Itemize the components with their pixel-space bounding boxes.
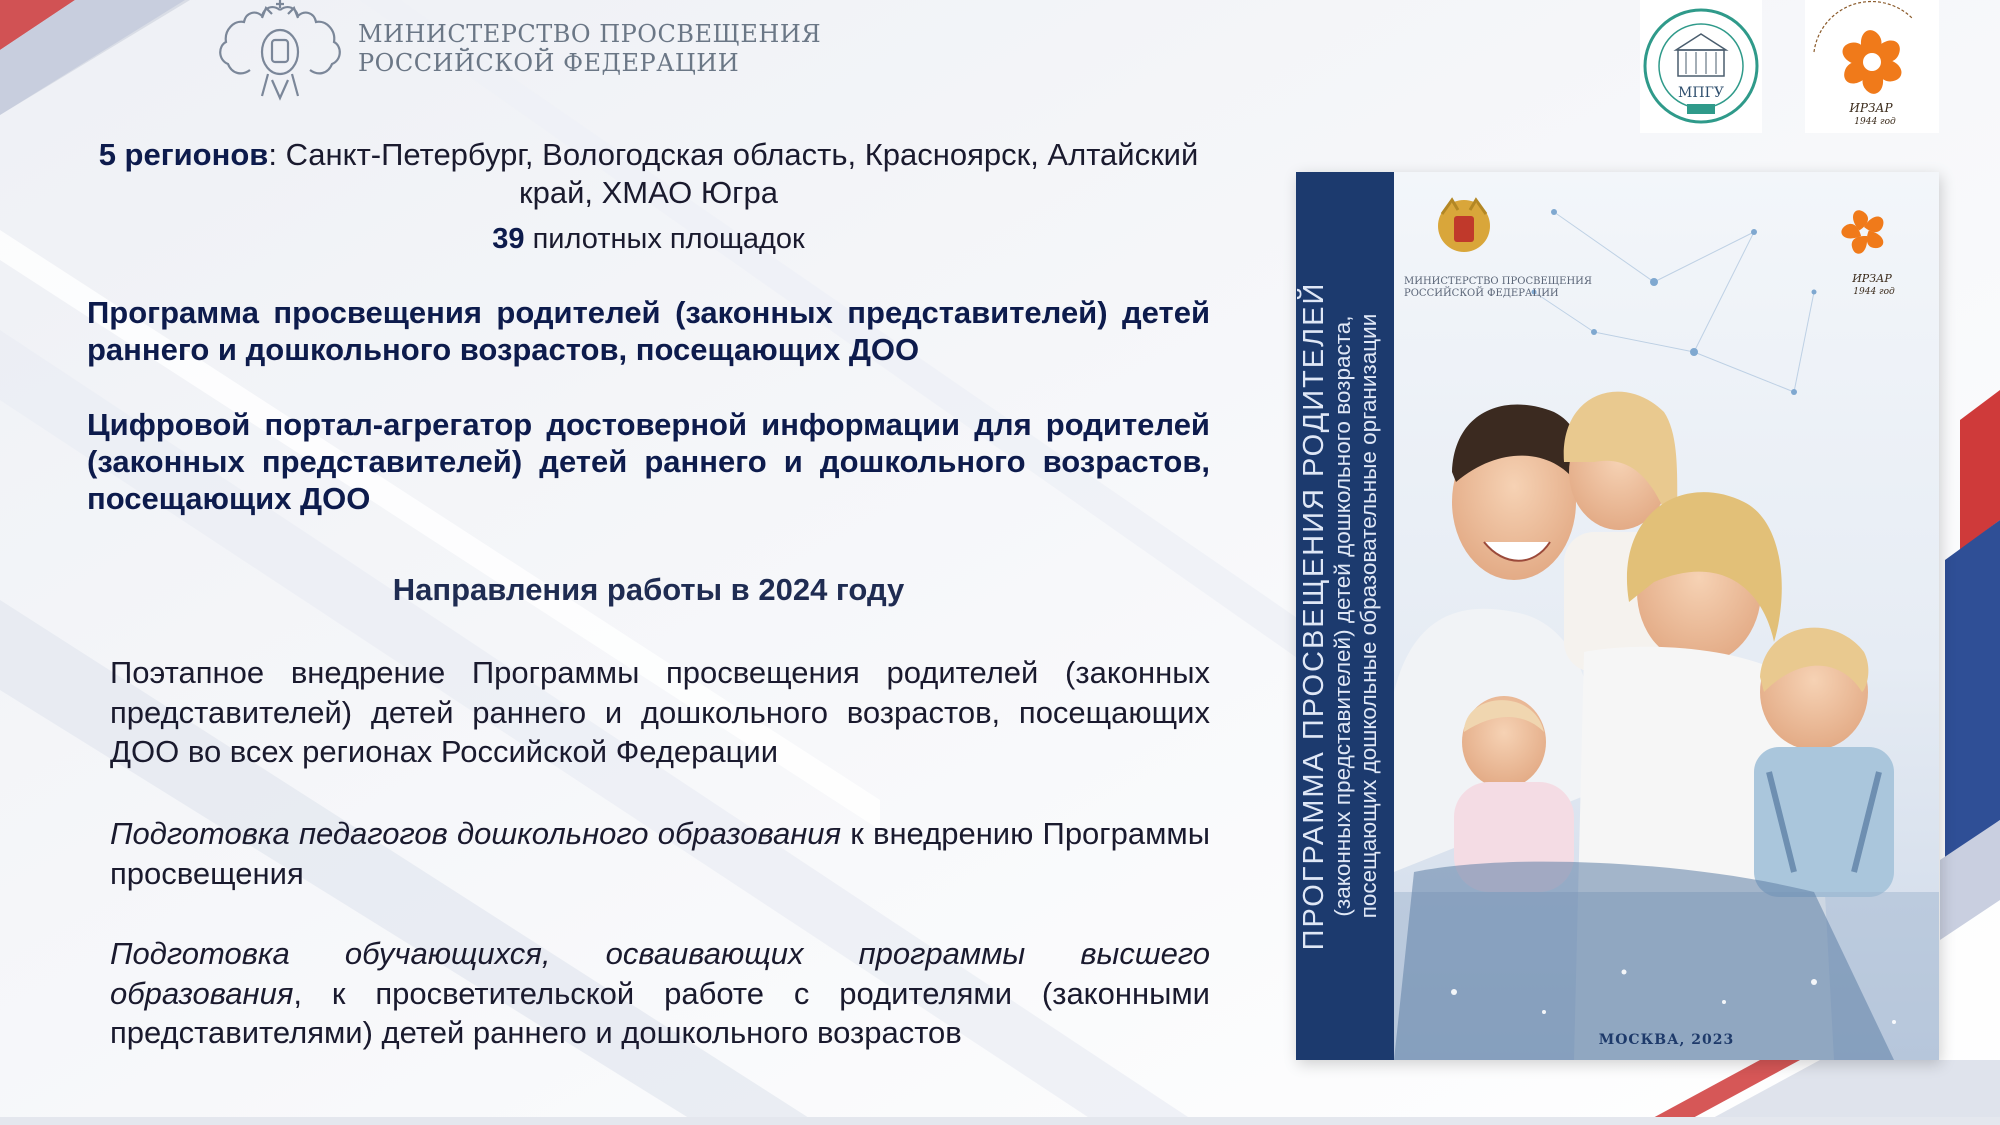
regions-list: : Санкт-Петербург, Вологодская область, Красноярск, Алтайский край, ХМАО Югра: [268, 137, 1199, 210]
mpgu-seal-icon: [1640, 0, 1762, 133]
spine-subtitle-line-2: посещающих дошкольные образовательные организации: [1356, 313, 1381, 919]
direction-item-2-italic: Подготовка педагогов дошкольного образования: [110, 816, 842, 851]
irzar-label: ИРЗАР: [1849, 101, 1893, 115]
ministry-line-1: МИНИСТЕРСТВО ПРОСВЕЩЕНИЯ: [358, 20, 822, 48]
ministry-line-2: РОССИЙСКОЙ ФЕДЕРАЦИИ: [358, 49, 740, 77]
cover-ministry-line-2: РОССИЙСКОЙ ФЕДЕРАЦИИ: [1404, 288, 1559, 299]
irzar-flower-icon: [1805, 0, 1939, 133]
mpgu-label: МПГУ: [1678, 85, 1724, 101]
cover-ministry-line-1: МИНИСТЕРСТВО ПРОСВЕЩЕНИЯ: [1404, 276, 1592, 287]
irzar-year: 1944 год: [1854, 117, 1896, 127]
direction-item-1: Поэтапное внедрение Программы просвещения родителей (законных представителей) детей раннего и дошкольного возрастов, посещающих ДОО во всех регионах Российской Федерации: [110, 655, 1210, 769]
regions-count: 5 регионов: [98, 137, 269, 172]
irzar-logo: [1805, 0, 1939, 133]
program-title: Программа просвещения родителей (законных представителей) детей раннего и дошкольного возрастов, посещающих ДОО: [87, 295, 1210, 367]
portal-title: Цифровой портал-агрегатор достоверной информации для родителей (законных представителей) детей раннего и дошкольного возрастов, посещающих ДОО: [87, 407, 1210, 516]
family-photo: [1394, 172, 1939, 1060]
pilot-count: 39: [492, 223, 525, 255]
regions-line: [87, 136, 1210, 212]
book-spine: [1296, 172, 1394, 1060]
direction-item-3-rest: , к просветительской работе с родителями (законными представителями) детей раннего и дошкольного возрастов: [110, 975, 1210, 1050]
book-cover: [1296, 172, 1939, 1060]
direction-item-3: [110, 934, 1210, 1053]
double-headed-eagle-emblem: [212, 0, 348, 102]
spine-text: [1296, 176, 1394, 1056]
direction-item-2: [110, 814, 1210, 893]
mpgu-logo: [1640, 0, 1762, 133]
ministry-title: [358, 20, 821, 78]
cover-front: [1394, 172, 1939, 1060]
spine-title: ПРОГРАММА ПРОСВЕЩЕНИЯ РОДИТЕЛЕЙ: [1298, 281, 1330, 951]
cover-irzar-year: 1944 год: [1853, 287, 1895, 297]
direction-item-2-rest: к внедрению Программы просвещения: [110, 816, 1210, 891]
directions-heading: Направления работы в 2024 году: [392, 572, 905, 607]
book-city-year: МОСКВА, 2023: [1598, 1032, 1735, 1048]
pilot-label: пилотных площадок: [524, 223, 805, 255]
pilot-sites-line: [87, 220, 1210, 258]
direction-item-3-italic: Подготовка обучающихся, осваивающих программы высшего образования: [110, 936, 1210, 1011]
spine-subtitle-line-1: (законных представителей) детей дошкольного возраста,: [1330, 315, 1355, 917]
cover-irzar-label: ИРЗАР: [1852, 272, 1892, 285]
